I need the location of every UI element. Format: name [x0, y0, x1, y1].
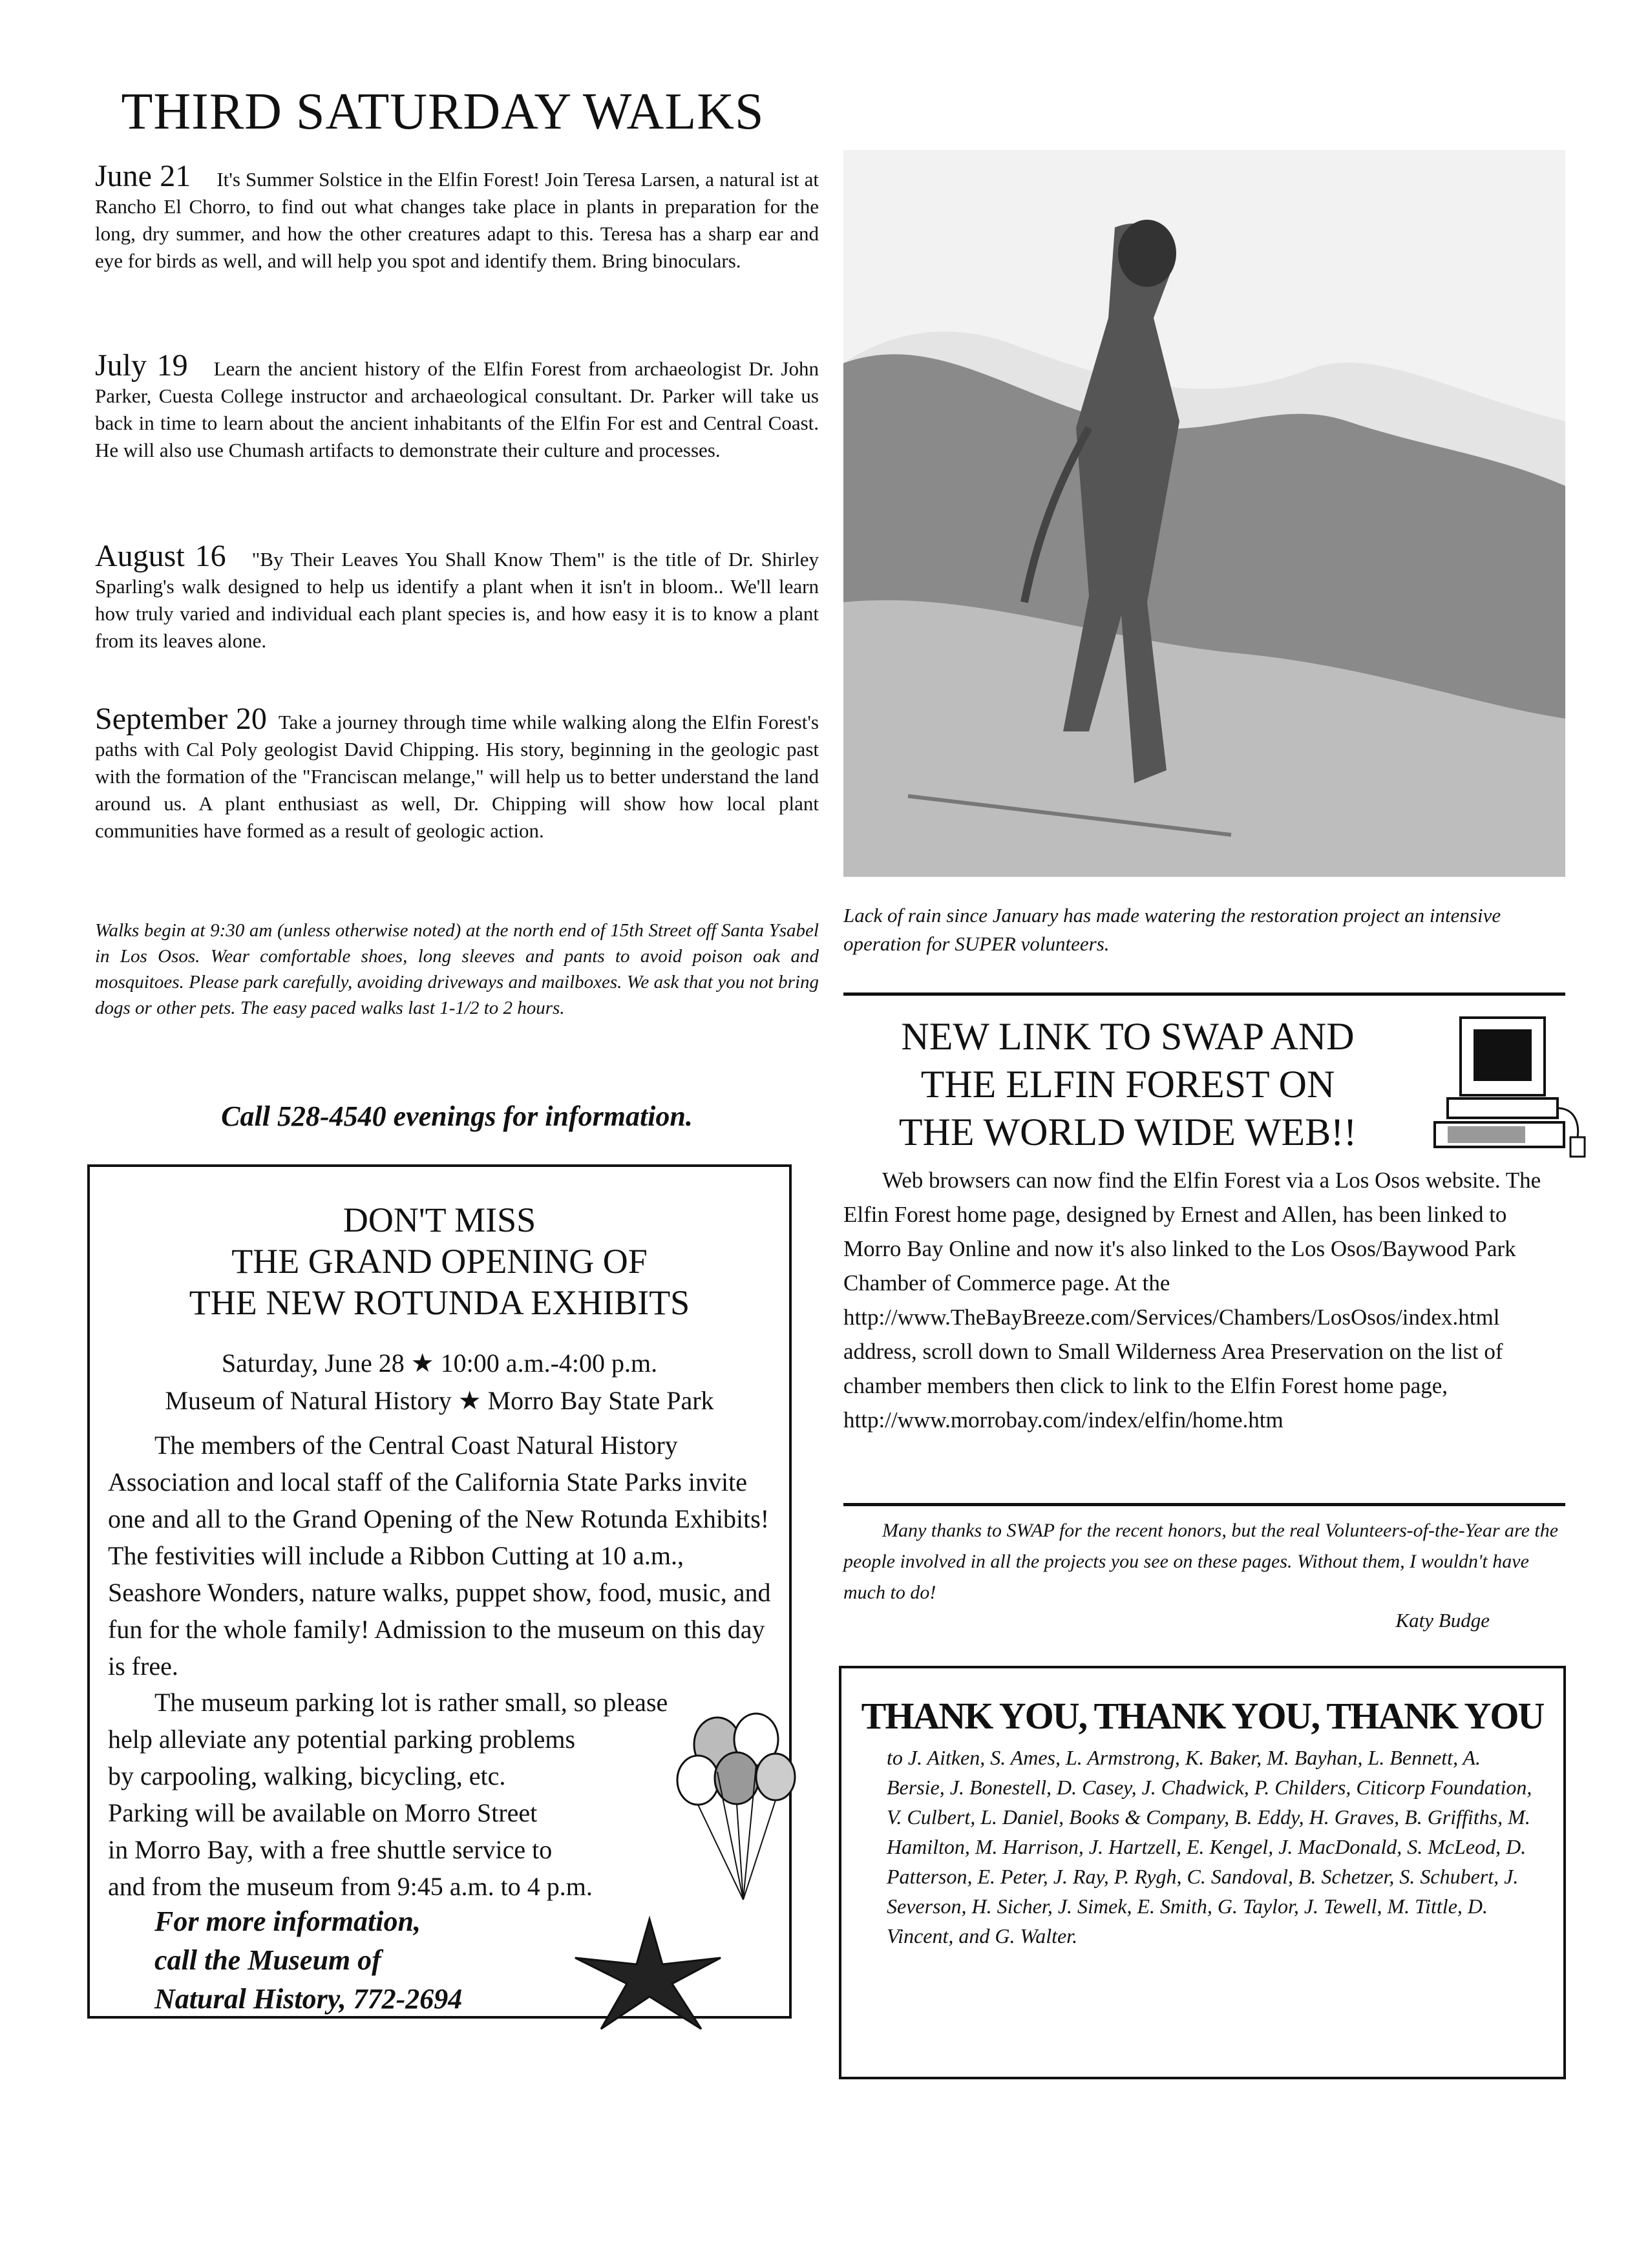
- more-line: Natural History, 772-2694: [154, 1983, 463, 2015]
- walk-date: September 20: [95, 702, 267, 736]
- heading-line: THE WORLD WIDE WEB!!: [898, 1111, 1357, 1153]
- starfish-illustration: [569, 1913, 730, 2035]
- parking-line: in Morro Bay, with a free shuttle service to: [108, 1835, 553, 1864]
- more-line: For more information,: [154, 1906, 421, 1937]
- parking-line: and from the museum from 9:45 a.m. to 4 p.m.: [108, 1872, 593, 1901]
- dont-miss-heading: [90, 1199, 789, 1323]
- page-title: THIRD SATURDAY WALKS: [121, 83, 765, 140]
- walk-text: Take a journey through time while walking along the Elfin Forest's paths with Cal Poly geologist David Chipping. His story, beginning in the geologic past with the formation of the "Franciscan melange," will help us to better understand the land around us. A plant enthusiast as well, Dr. Chipping will show how local plant communities have formed as a result of geologic action.: [95, 711, 819, 842]
- parking-line: The museum parking lot is rather small, so please: [154, 1688, 668, 1717]
- thank-you-heading: THANK YOU, THANK YOU, THANK YOU: [861, 1695, 1544, 1737]
- walk-text: It's Summer Solstice in the Elfin Forest! Join Teresa Larsen, a natural ist at Rancho El Chorro, to find out what changes take place in plants in preparation for the long, dry summer, and how the other creatures adapt to this. Teresa has a sharp ear and eye for birds as well, and will help you spot and identify them. Bring binoculars.: [95, 168, 819, 272]
- walk-text: Learn the ancient history of the Elfin Forest from archaeologist Dr. John Parker, Cuesta College instructor and archaeological consultant. Dr. Parker will take us back in time to learn about the ancient inhabitants of the Elfin For est and Central Coast. He will also use Chumash artifacts to demonstrate their culture and processes.: [95, 357, 819, 461]
- walk-september: [95, 702, 819, 845]
- walk-text: "By Their Leaves You Shall Know Them" is the title of Dr. Shirley Sparling's walk designed to help us identify a plant when it isn't in bloom.. We'll learn how truly varied and individual each plant species is, and how easy it is to know a plant from its leaves alone.: [95, 548, 819, 652]
- event-place: Museum of Natural History ★ Morro Bay State Park: [165, 1386, 714, 1415]
- heading-line: DON'T MISS: [343, 1201, 536, 1239]
- walk-june: [95, 159, 819, 275]
- divider: [843, 992, 1565, 996]
- signature: Katy Budge: [1395, 1609, 1490, 1632]
- thank-you-list: to J. Aitken, S. Ames, L. Armstrong, K. Baker, M. Bayhan, L. Bennett, A. Bersie, J. Bonestell, D. Casey, J. Chadwick, P. Childers, Citicorp Foundation, V. Culbert, L. Daniel, Books & Company, B. Eddy, H. Graves, B. Griffiths, M. Hamilton, M. Harrison, J. Hartzell, E. Kengel, J. MacDonald, S. McLeod, D. Patterson, E. Peter, J. Ray, P. Rygh, C. Sandoval, B. Schetzer, S. Schubert, J. Severson, H. Sicher, J. Simek, E. Smith, G. Taylor, J. Tewell, M. Tittle, D. Vincent, and G. Walter.: [887, 1746, 1532, 1948]
- event-para: The members of the Central Coast Natural History Association and local staff of the California State Parks invite one and all to the Grand Opening of the New Rotunda Exhibits! The festivities will include a Ribbon Cutting at 10 a.m., Seashore Wonders, nature walks, puppet show, food, music, and fun for the whole family! Admission to the museum on this day is free.: [108, 1431, 771, 1681]
- walk-july: [95, 348, 819, 464]
- parking-info: [108, 1684, 741, 1905]
- more-line: call the Museum of: [154, 1944, 381, 1976]
- web-body: [843, 1163, 1565, 1437]
- parking-line: help alleviate any potential parking problems: [108, 1725, 576, 1754]
- divider: [843, 1503, 1565, 1506]
- walks-note: Walks begin at 9:30 am (unless otherwise noted) at the north end of 15th Street off Santa Ysabel in Los Osos. Wear comfortable shoes, long sleeves and pants to avoid poison oak and mosquitoes. Please park carefully, avoiding driveways and mailboxes. We ask that you not bring dogs or other pets. The easy paced walks last 1-1/2 to 2 hours.: [95, 920, 819, 1018]
- event-description: [108, 1427, 774, 1685]
- volunteer-photo: [843, 150, 1565, 877]
- walk-date: July 19: [95, 348, 188, 383]
- web-heading: [843, 1013, 1412, 1156]
- walk-date: June 21: [95, 159, 191, 193]
- call-info: Call 528-4540 evenings for information.: [221, 1100, 693, 1132]
- photo-caption: Lack of rain since January has made watering the restoration project an intensive operation for SUPER volunteers.: [843, 904, 1501, 955]
- heading-line: THE ELFIN FOREST ON: [920, 1063, 1335, 1106]
- walk-august: [95, 539, 819, 655]
- parking-line: by carpooling, walking, bicycling, etc.: [108, 1761, 506, 1790]
- more-info: [154, 1902, 462, 2019]
- volunteer-watering-image: [843, 150, 1565, 877]
- balloons-illustration: [672, 1706, 801, 1919]
- walk-date: August 16: [95, 539, 226, 573]
- event-date: Saturday, June 28 ★ 10:00 a.m.-4:00 p.m.: [221, 1349, 658, 1378]
- thank-you-box: [839, 1666, 1566, 2079]
- computer-illustration: [1422, 1011, 1590, 1160]
- thanks-note: Many thanks to SWAP for the recent honors, but the real Volunteers-of-the-Year are the people involved in all the projects you see on these pages. Without them, I wouldn't have much to do!: [843, 1520, 1559, 1603]
- heading-line: NEW LINK TO SWAP AND: [901, 1015, 1355, 1058]
- parking-line: Parking will be available on Morro Street: [108, 1798, 538, 1827]
- heading-line: THE NEW ROTUNDA EXHIBITS: [189, 1283, 690, 1322]
- heading-line: THE GRAND OPENING OF: [231, 1242, 648, 1281]
- web-body-text: Web browsers can now find the Elfin Forest via a Los Osos website. The Elfin Forest home page, designed by Ernest and Allen, has been linked to Morro Bay Online and now it's also linked to the Los Osos/Baywood Park Chamber of Commerce page. At the http://www.TheBayBreeze.com/Services/Chambers/LosOsos/index.html address, scroll down to Small Wilderness Area Preservation on the list of chamber members then click to link to the Elfin Forest home page, http://www.morrobay.com/index/elfin/home.htm: [843, 1168, 1541, 1433]
